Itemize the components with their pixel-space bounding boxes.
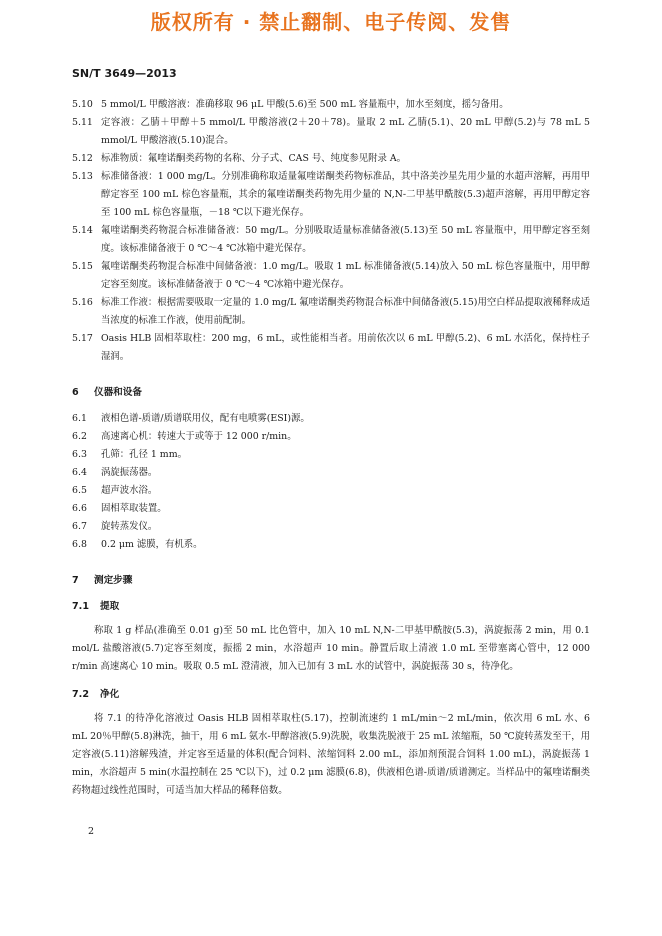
clause-item <box>72 150 590 168</box>
standard-number: SN/T 3649—2013 <box>72 67 177 80</box>
section-number: 7 <box>72 575 79 586</box>
subsection-title: 提取 <box>100 601 120 612</box>
subsection-heading <box>72 598 590 616</box>
clause-number: 5.17 <box>72 333 93 344</box>
clause-text: 定容液：乙腈＋甲醇＋5 mmol/L 甲酸溶液(2＋20＋78)。量取 2 mL 乙腈(5.1)、20 mL 甲醇(5.2)与 78 mL 5 mmol/L 甲酸溶液(5.10)混合。 <box>101 117 590 146</box>
clause-item <box>72 518 590 536</box>
clause-number: 5.14 <box>72 225 93 236</box>
extraction-paragraph: 称取 1 g 样品(准确至 0.01 g)至 50 mL 比色管中，加入 10 mL N,N-二甲基甲酰胺(5.3)，涡旋振荡 2 min，用 0.1 mol/L 盐酸溶液(5.7)定容至刻度，振摇 2 min，水浴超声 10 min。静置后取上清液 1.0 mL 至带塞离心管中，12 000 r/min 高速离心 10 min。吸取 0.5 mL 澄清液，加入已加有 3 mL 水的试管中，涡旋振荡 30 s，待净化。 <box>72 625 590 672</box>
clause-text: Oasis HLB 固相萃取柱：200 mg，6 mL，或性能相当者。用前依次以 6 mL 甲醇(5.2)、6 mL 水活化，保持柱子湿润。 <box>101 333 590 362</box>
section-title: 测定步骤 <box>94 575 133 586</box>
clause-item <box>72 114 590 150</box>
section-heading <box>72 384 590 402</box>
clause-text: 液相色谱-质谱/质谱联用仪，配有电喷雾(ESI)源。 <box>101 413 310 424</box>
clause-number: 5.12 <box>72 153 93 164</box>
subsection-number: 7.2 <box>72 689 89 700</box>
clause-text: 固相萃取装置。 <box>101 503 167 514</box>
clause-text: 涡旋振荡器。 <box>101 467 158 478</box>
clause-text: 氟喹诺酮类药物混合标准中间储备液：1.0 mg/L。吸取 1 mL 标准储备液(5.14)放入 50 mL 棕色容量瓶中，用甲醇定容至刻度。该标准储备液于 0 ℃～4 ℃冰箱中避光保存。 <box>101 261 590 290</box>
clause-number: 6.6 <box>72 503 87 514</box>
clause-text: 标准储备液：1 000 mg/L。分别准确称取适量氟喹诺酮类药物标准品，其中洛美沙星先用少量的水超声溶解，再用甲醇定容至 100 mL 棕色容量瓶，其余的氟喹诺酮类药物先用少量的 N,N-二甲基甲酰胺(5.3)超声溶解，再用甲醇定容至 100 mL 棕色容量瓶，－18 ℃以下避光保存。 <box>101 171 590 218</box>
purification-paragraph: 将 7.1 的待净化溶液过 Oasis HLB 固相萃取柱(5.17)，控制流速约 1 mL/min～2 mL/min，依次用 6 mL 水、6 mL 20％甲醇(5.8)淋洗，抽干，用 6 mL 氨水-甲醇溶液(5.9)洗脱，收集洗脱液于 25 mL 浓缩瓶，50 ℃旋转蒸发至干，用定容液(5.11)溶解残渣，并定容至适量的体积(配合饲料、浓缩饲料 2.00 mL，添加剂预混合饲料 1.00 mL)，涡旋振荡 1 min，水浴超声 5 min(水温控制在 25 ℃以下)，过 0.2 μm 滤膜(6.8)，供液相色谱-质谱/质谱测定。当样品中的氟喹诺酮类药物超过线性范围时，可适当加大样品的稀释倍数。 <box>72 713 590 796</box>
clause-item <box>72 446 590 464</box>
clause-number: 5.13 <box>72 171 93 182</box>
clause-text: 氟喹诺酮类药物混合标准储备液：50 mg/L。分别吸取适量标准储备液(5.13)至 50 mL 容量瓶中，用甲醇定容至刻度。该标准储备液于 0 ℃～4 ℃冰箱中避光保存。 <box>101 225 590 254</box>
clause-number: 5.15 <box>72 261 93 272</box>
section-title: 仪器和设备 <box>94 387 142 398</box>
clause-number: 6.4 <box>72 467 87 478</box>
clause-text: 5 mmol/L 甲酸溶液：准确移取 96 μL 甲酸(5.6)至 500 mL 容量瓶中，加水至刻度，摇匀备用。 <box>101 99 509 110</box>
equipment-clauses <box>72 410 590 554</box>
document-body <box>72 96 590 800</box>
clause-number: 6.8 <box>72 539 87 550</box>
clause-number: 5.11 <box>72 117 93 128</box>
reagent-clauses <box>72 96 590 366</box>
clause-number: 6.5 <box>72 485 87 496</box>
clause-item <box>72 500 590 518</box>
clause-number: 5.10 <box>72 99 93 110</box>
clause-item <box>72 536 590 554</box>
clause-item <box>72 330 590 366</box>
clause-text: 旋转蒸发仪。 <box>101 521 158 532</box>
copyright-watermark: 版权所有 · 禁止翻制、电子传阅、发售 <box>150 10 512 34</box>
subsection-number: 7.1 <box>72 601 89 612</box>
clause-text: 高速离心机：转速大于或等于 12 000 r/min。 <box>101 431 297 442</box>
clause-item <box>72 258 590 294</box>
section-number: 6 <box>72 387 79 398</box>
clause-item <box>72 222 590 258</box>
page-number: 2 <box>88 826 95 837</box>
clause-text: 孔筛：孔径 1 mm。 <box>101 449 187 460</box>
subsection-heading <box>72 686 590 704</box>
clause-number: 5.16 <box>72 297 93 308</box>
clause-item <box>72 464 590 482</box>
clause-item <box>72 96 590 114</box>
clause-text: 标准物质：氟喹诺酮类药物的名称、分子式、CAS 号、纯度参见附录 A。 <box>101 153 406 164</box>
clause-item <box>72 482 590 500</box>
clause-item <box>72 410 590 428</box>
clause-text: 标准工作液：根据需要吸取一定量的 1.0 mg/L 氟喹诺酮类药物混合标准中间储备液(5.15)用空白样品提取液稀释成适当浓度的标准工作液，使用前配制。 <box>101 297 590 326</box>
clause-item <box>72 294 590 330</box>
clause-text: 0.2 μm 滤膜，有机系。 <box>101 539 203 550</box>
clause-number: 6.2 <box>72 431 87 442</box>
clause-text: 超声波水浴。 <box>101 485 158 496</box>
clause-item <box>72 428 590 446</box>
clause-number: 6.1 <box>72 413 87 424</box>
clause-item <box>72 168 590 222</box>
section-heading <box>72 572 590 590</box>
clause-number: 6.7 <box>72 521 87 532</box>
subsection-title: 净化 <box>100 689 120 700</box>
clause-number: 6.3 <box>72 449 87 460</box>
